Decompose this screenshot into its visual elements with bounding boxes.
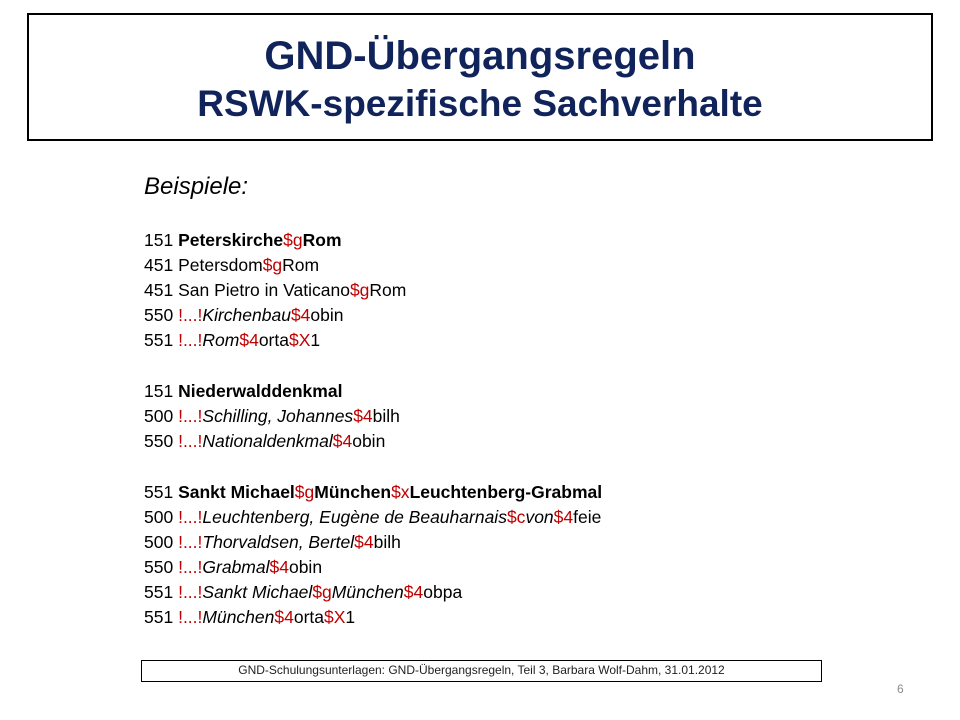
- record-line: [144, 379, 602, 404]
- subfield-code: $g: [283, 230, 303, 250]
- field-value: Leuchtenberg, Eugène de Beauharnais: [202, 507, 507, 527]
- field-value: 1: [345, 607, 356, 627]
- record-line: [144, 555, 602, 580]
- field-value: München: [202, 607, 275, 627]
- field-value: Schilling, Johannes: [202, 406, 354, 426]
- subfield-code: !...!: [178, 406, 203, 426]
- slide-title: GND-Übergangsregeln: [264, 34, 696, 78]
- field-tag: 550: [144, 431, 174, 451]
- subfield-code: !...!: [178, 557, 203, 577]
- field-value: orta: [293, 607, 325, 627]
- field-tag: 500: [144, 532, 174, 552]
- title-box: [27, 13, 933, 141]
- field-value: Leuchtenberg-Grabmal: [409, 482, 603, 502]
- subfield-code: !...!: [178, 582, 203, 602]
- subfield-code: $X: [324, 607, 346, 627]
- subfield-code: $g: [349, 280, 370, 300]
- field-value: von: [525, 507, 554, 527]
- slide-subtitle: RSWK-spezifische Sachverhalte: [197, 83, 763, 124]
- record-examples: [144, 228, 602, 630]
- subfield-code: $x: [391, 482, 410, 502]
- subfield-code: $g: [312, 582, 332, 602]
- field-value: obpa: [423, 582, 463, 602]
- field-tag: 451: [144, 255, 174, 275]
- field-value: Rom: [302, 230, 342, 250]
- subfield-code: $4: [354, 532, 374, 552]
- subfield-code: !...!: [178, 431, 203, 451]
- group-spacer: [144, 454, 602, 480]
- field-value: Petersdom: [178, 255, 263, 275]
- record-line: [144, 580, 602, 605]
- record-line: [144, 505, 602, 530]
- footer-citation: GND-Schulungsunterlagen: GND-Übergangsregeln, Teil 3, Barbara Wolf-Dahm, 31.01.2012: [141, 660, 822, 682]
- record-line: [144, 404, 602, 429]
- field-tag: 551: [144, 607, 174, 627]
- record-line: [144, 228, 602, 253]
- record-line: [144, 278, 602, 303]
- subfield-code: $4: [274, 607, 294, 627]
- field-tag: 451: [144, 280, 174, 300]
- subfield-code: !...!: [178, 507, 203, 527]
- subfield-code: $4: [353, 406, 373, 426]
- field-value: Thorvaldsen, Bertel: [202, 532, 355, 552]
- field-tag: 551: [144, 482, 174, 502]
- field-value: München: [314, 482, 392, 502]
- field-value: Rom: [202, 330, 240, 350]
- field-value: Rom: [369, 280, 407, 300]
- subfield-code: $c: [506, 507, 526, 527]
- field-value: San Pietro in Vaticano: [178, 280, 350, 300]
- subfield-code: !...!: [178, 330, 203, 350]
- field-value: orta: [258, 330, 289, 350]
- field-tag: 551: [144, 330, 174, 350]
- field-tag: 551: [144, 582, 174, 602]
- field-value: 1: [310, 330, 321, 350]
- field-tag: 151: [144, 230, 174, 250]
- field-value: Sankt Michael: [202, 582, 313, 602]
- examples-heading: Beispiele:: [144, 173, 249, 200]
- field-tag: 550: [144, 305, 174, 325]
- field-value: obin: [310, 305, 344, 325]
- field-value: Kirchenbau: [202, 305, 291, 325]
- field-value: obin: [352, 431, 386, 451]
- field-tag: 500: [144, 406, 174, 426]
- field-value: bilh: [373, 532, 401, 552]
- subfield-code: $g: [262, 255, 283, 275]
- record-line: [144, 480, 602, 505]
- subfield-code: !...!: [178, 532, 203, 552]
- subfield-code: $4: [553, 507, 574, 527]
- record-line: [144, 429, 602, 454]
- page-number: 6: [897, 682, 904, 696]
- field-tag: 500: [144, 507, 174, 527]
- field-tag: 550: [144, 557, 174, 577]
- field-value: Peterskirche: [178, 230, 284, 250]
- field-value: feie: [573, 507, 602, 527]
- subfield-code: !...!: [178, 305, 203, 325]
- group-spacer: [144, 353, 602, 379]
- field-value: bilh: [372, 406, 400, 426]
- field-value: obin: [288, 557, 323, 577]
- record-line: [144, 328, 602, 353]
- record-line: [144, 530, 602, 555]
- subfield-code: $4: [290, 305, 311, 325]
- subfield-code: $4: [269, 557, 289, 577]
- field-value: Nationaldenkmal: [202, 431, 333, 451]
- record-line: [144, 605, 602, 630]
- field-value: Grabmal: [202, 557, 270, 577]
- subfield-code: !...!: [178, 607, 203, 627]
- field-tag: 151: [144, 381, 174, 401]
- record-line: [144, 253, 602, 278]
- field-value: Niederwalddenkmal: [178, 381, 343, 401]
- field-value: Rom: [282, 255, 320, 275]
- subfield-code: $4: [403, 582, 424, 602]
- record-line: [144, 303, 602, 328]
- subfield-code: $4: [332, 431, 353, 451]
- field-value: München: [331, 582, 404, 602]
- subfield-code: $X: [288, 330, 311, 350]
- subfield-code: $g: [294, 482, 315, 502]
- field-value: Sankt Michael: [178, 482, 295, 502]
- subfield-code: $4: [239, 330, 259, 350]
